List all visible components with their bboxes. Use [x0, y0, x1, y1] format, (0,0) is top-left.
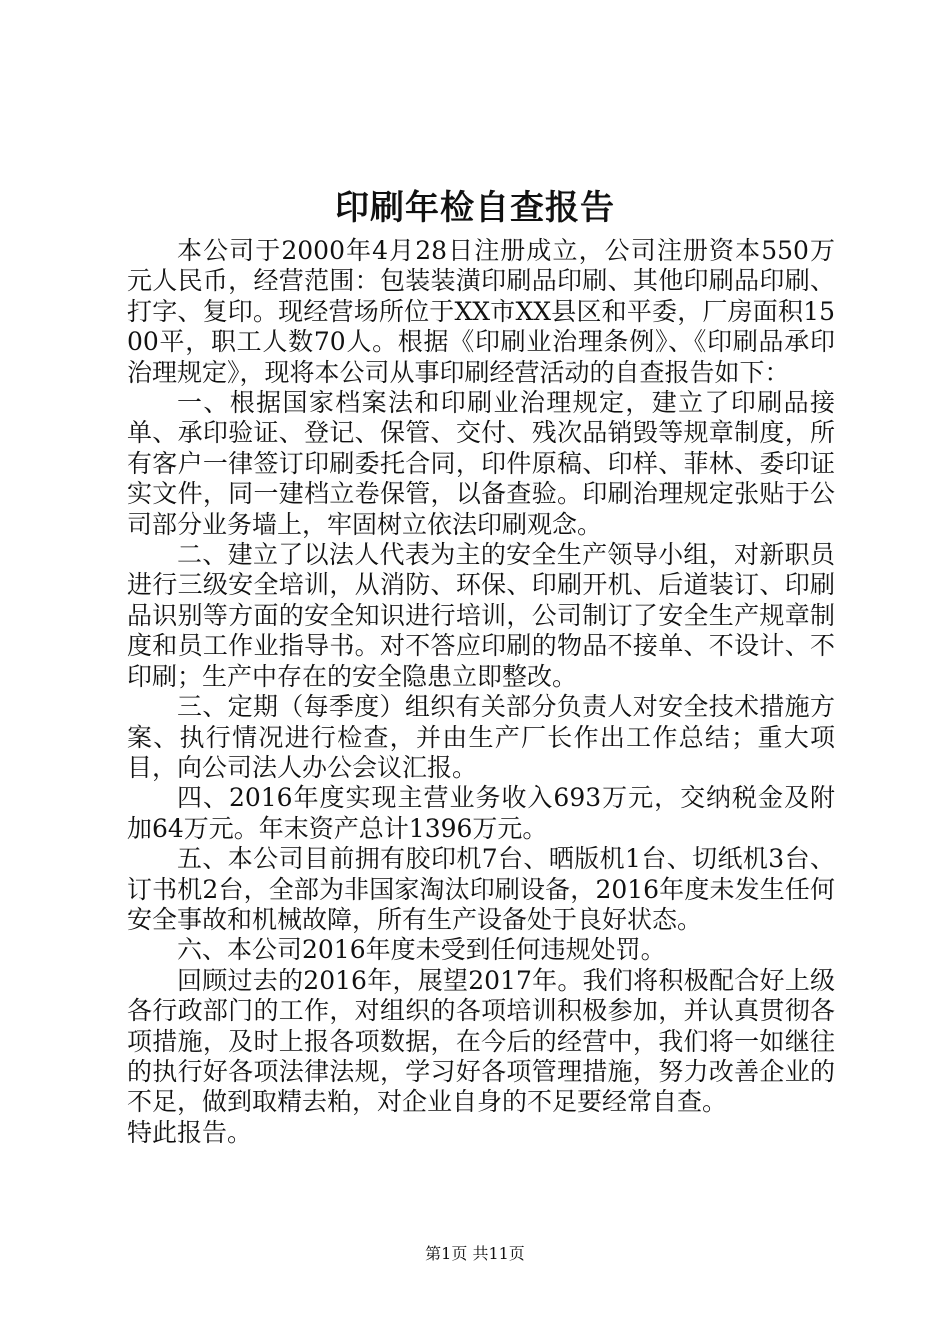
paragraph-outlook: 回顾过去的2016年，展望2017年。我们将积极配合好上级各行政部门的工作，对组织的各项培训积极参加，并认真贯彻各项措施，及时上报各项数据，在今后的经营中，我们将一如继往的执行好各项法律法规，学习好各项管理措施，努力改善企业的不足，做到取精去粕，对企业自身的不足要经常自查。	[127, 965, 835, 1117]
paragraph-intro: 本公司于2000年4月28日注册成立，公司注册资本550万元人民币，经营范围：包装装潢印刷品印刷、其他印刷品印刷、打字、复印。现经营场所位于XX市XX县区和平委，厂房面积1500平，职工人数70人。根据《印刷业治理条例》、《印刷品承印治理规定》，现将本公司从事印刷经营活动的自查报告如下：	[127, 236, 835, 387]
paragraph-item-1: 一、根据国家档案法和印刷业治理规定，建立了印刷品接单、承印验证、登记、保管、交付、残次品销毁等规章制度，所有客户一律签订印刷委托合同，印件原稿、印样、菲林、委印证实文件，同一建档立卷保管，以备查验。印刷治理规定张贴于公司部分业务墙上，牢固树立依法印刷观念。	[127, 388, 835, 539]
paragraph-item-6: 六、本公司2016年度未受到任何违规处罚。	[177, 935, 666, 965]
page-number: 第1页 共11页	[425, 1244, 525, 1263]
paragraph-item-5: 五、本公司目前拥有胶印机7台、晒版机1台、切纸机3台、订书机2台，全部为非国家淘汰印刷设备，2016年度未发生任何安全事故和机械故障，所有生产设备处于良好状态。	[127, 844, 835, 934]
paragraph-item-2: 二、建立了以法人代表为主的安全生产领导小组，对新职员进行三级安全培训，从消防、环保、印刷开机、后道装订、印刷品识别等方面的安全知识进行培训，公司制订了安全生产规章制度和员工作业指导书。对不答应印刷的物品不接单、不设计、不印刷；生产中存在的安全隐患立即整改。	[127, 540, 835, 691]
document-body	[127, 236, 835, 1148]
document-title: 印刷年检自查报告	[335, 188, 615, 228]
paragraph-item-3: 三、定期（每季度）组织有关部分负责人对安全技术措施方案、执行情况进行检查，并由生产厂长作出工作总结；重大项目，向公司法人办公会议汇报。	[127, 692, 835, 782]
paragraph-closing: 特此报告。	[127, 1117, 253, 1147]
paragraph-item-4: 四、2016年度实现主营业务收入693万元，交纳税金及附加64万元。年末资产总计1396万元。	[127, 783, 835, 843]
